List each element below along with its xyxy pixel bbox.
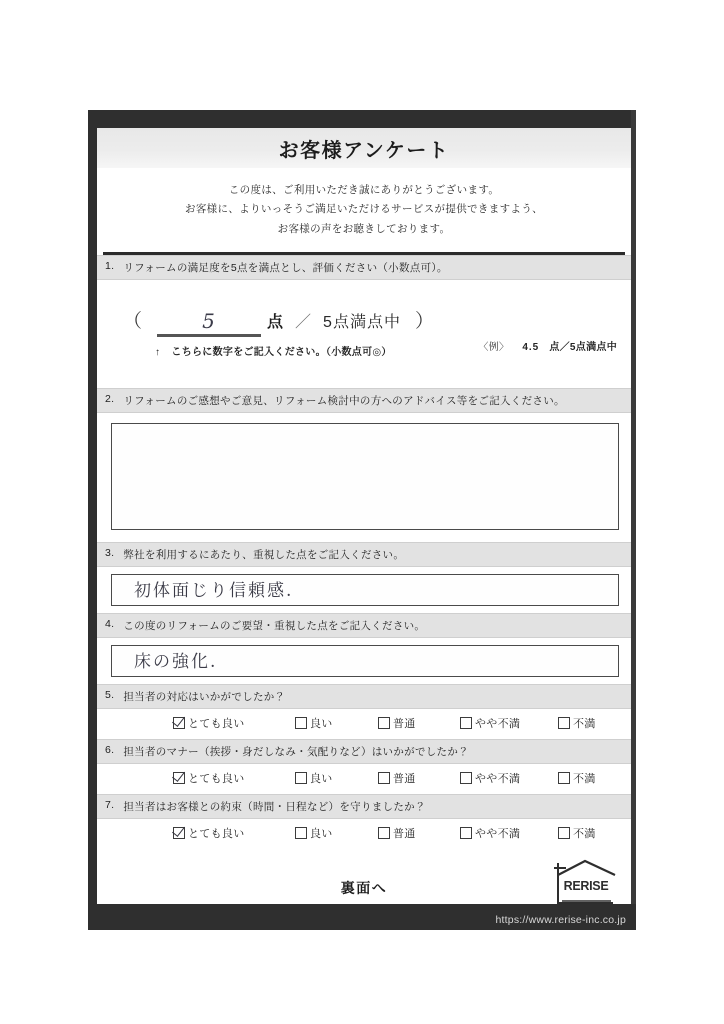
q7-option-label-3: やや不満 — [475, 828, 521, 841]
intro-line-2: お客様に、よりいっそうご満足いただけるサービスが提供できますよう、 — [184, 203, 544, 216]
question-6-header — [97, 739, 631, 764]
q7-option-label-2: 普通 — [393, 828, 416, 841]
continue-to-back-label: 裏面へ — [340, 880, 388, 897]
question-7-number: 7. — [105, 799, 115, 812]
checkbox-icon[interactable] — [558, 827, 570, 839]
question-1-body — [97, 280, 631, 388]
score-hint — [155, 343, 392, 358]
question-5-header — [97, 684, 631, 709]
example-value: 4.5 — [522, 342, 540, 354]
question-7-prompt: 担当者はお客様との約束（時間・日程など）を守りましたか？ — [123, 801, 426, 814]
page-title: お客様アンケート — [278, 139, 450, 162]
question-4-handwritten-answer: 床の強化. — [134, 652, 218, 673]
q5-option-dissatisfied[interactable] — [558, 715, 596, 731]
q7-option-very-good[interactable] — [173, 825, 295, 841]
q5-option-label-0: とても良い — [188, 718, 245, 731]
question-7-header — [97, 794, 631, 819]
question-3-body — [97, 567, 631, 613]
form-frame-left — [88, 110, 97, 930]
q7-option-label-1: 良い — [310, 828, 333, 841]
score-expression — [123, 306, 435, 337]
question-4-header — [97, 613, 631, 638]
checkbox-icon[interactable] — [558, 772, 570, 784]
up-arrow-icon: ↑ — [155, 347, 161, 359]
checkbox-icon[interactable] — [173, 827, 185, 839]
q6-option-normal[interactable] — [378, 770, 460, 786]
question-5-body — [97, 709, 631, 739]
q7-option-label-0: とても良い — [188, 828, 245, 841]
question-3-header — [97, 542, 631, 567]
checkbox-icon[interactable] — [460, 717, 472, 729]
q5-option-label-4: 不満 — [573, 718, 596, 731]
score-unit-label: 点 — [267, 314, 285, 332]
checkbox-icon[interactable] — [295, 827, 307, 839]
question-3-number: 3. — [105, 547, 115, 560]
rerise-logo — [553, 857, 617, 907]
score-slash: ／ — [295, 314, 313, 332]
question-4-prompt: この度のリフォームのご要望・重視した点をご記入ください。 — [123, 620, 426, 633]
question-1-prompt: リフォームの満足度を5点を満点とし、評価ください（小数点可）。 — [123, 262, 448, 275]
score-paren-close: ） — [414, 311, 435, 333]
q6-option-good[interactable] — [295, 770, 378, 786]
question-6-prompt: 担当者のマナー（挨拶・身だしなみ・気配りなど）はいかがでしたか？ — [123, 746, 469, 759]
q7-option-good[interactable] — [295, 825, 378, 841]
checkbox-icon[interactable] — [558, 717, 570, 729]
question-3-handwritten-answer: 初体面じり信頼感. — [134, 581, 294, 602]
question-6-number: 6. — [105, 744, 115, 757]
q6-option-label-3: やや不満 — [475, 773, 521, 786]
question-1-header — [97, 255, 631, 280]
q6-option-label-1: 良い — [310, 773, 333, 786]
q7-option-normal[interactable] — [378, 825, 460, 841]
q5-option-very-good[interactable] — [173, 715, 295, 731]
score-example — [478, 338, 617, 353]
q5-option-normal[interactable] — [378, 715, 460, 731]
checkbox-icon[interactable] — [173, 717, 185, 729]
intro-line-3: お客様の声をお聴きしております。 — [277, 222, 451, 235]
score-max-label: 5点満点中 — [323, 314, 401, 332]
question-1-number: 1. — [105, 260, 115, 273]
question-4-number: 4. — [105, 618, 115, 631]
question-5-prompt: 担当者の対応はいかがでしたか？ — [123, 691, 286, 704]
question-2-prompt: リフォームのご感想やご意見、リフォーム検討中の方へのアドバイス等をご記入ください。 — [123, 395, 565, 408]
checkbox-icon[interactable] — [378, 827, 390, 839]
question-3-input[interactable] — [111, 574, 619, 606]
question-4-body — [97, 638, 631, 684]
checkbox-icon[interactable] — [295, 717, 307, 729]
score-handwritten-value: 5 — [202, 309, 216, 334]
form-frame-bottom — [88, 904, 636, 930]
question-2-header — [97, 388, 631, 413]
question-4-input[interactable] — [111, 645, 619, 677]
comment-textarea[interactable] — [111, 423, 619, 530]
q7-option-dissatisfied[interactable] — [558, 825, 596, 841]
q6-option-very-good[interactable] — [173, 770, 295, 786]
intro-paragraph — [97, 168, 631, 250]
intro-line-1: この度は、ご利用いただき誠にありがとうございます。 — [228, 184, 500, 196]
checkbox-icon[interactable] — [378, 717, 390, 729]
q6-option-label-4: 不満 — [573, 773, 596, 786]
score-hint-text: こちらに数字をご記入ください。（小数点可◎） — [171, 347, 392, 359]
checkbox-icon[interactable] — [460, 772, 472, 784]
score-input[interactable] — [157, 308, 261, 337]
q5-option-label-3: やや不満 — [475, 718, 521, 731]
q5-option-somewhat-dissatisfied[interactable] — [460, 715, 558, 731]
example-tag: 〈例〉 — [478, 342, 510, 354]
form-frame-top — [88, 110, 636, 128]
q6-option-label-0: とても良い — [188, 773, 245, 786]
rerise-wordmark: RERISE — [563, 879, 609, 894]
form-title-band — [97, 128, 631, 168]
score-paren-open: （ — [123, 311, 144, 333]
checkbox-icon[interactable] — [460, 827, 472, 839]
q6-option-label-2: 普通 — [393, 773, 416, 786]
question-3-prompt: 弊社を利用するにあたり、重視した点をご記入ください。 — [123, 549, 405, 562]
question-6-body — [97, 764, 631, 794]
checkbox-icon[interactable] — [378, 772, 390, 784]
company-url: https://www.rerise-inc.co.jp — [495, 914, 626, 926]
checkbox-icon[interactable] — [295, 772, 307, 784]
q7-option-label-4: 不満 — [573, 828, 596, 841]
question-5-number: 5. — [105, 689, 115, 702]
q6-option-somewhat-dissatisfied[interactable] — [460, 770, 558, 786]
question-6-options — [97, 770, 631, 786]
q6-option-dissatisfied[interactable] — [558, 770, 596, 786]
form-body — [97, 128, 631, 904]
question-5-options — [97, 715, 631, 731]
form-frame-right — [631, 110, 636, 930]
q5-option-label-1: 良い — [310, 718, 333, 731]
q5-option-label-2: 普通 — [393, 718, 416, 731]
question-7-options — [97, 825, 631, 841]
q7-option-somewhat-dissatisfied[interactable] — [460, 825, 558, 841]
scanned-form-sheet — [88, 110, 636, 930]
question-2-number: 2. — [105, 393, 115, 406]
checkbox-icon[interactable] — [173, 772, 185, 784]
question-2-body — [97, 413, 631, 542]
q5-option-good[interactable] — [295, 715, 378, 731]
example-unit: 点／5点満点中 — [549, 342, 617, 354]
question-7-body — [97, 819, 631, 849]
